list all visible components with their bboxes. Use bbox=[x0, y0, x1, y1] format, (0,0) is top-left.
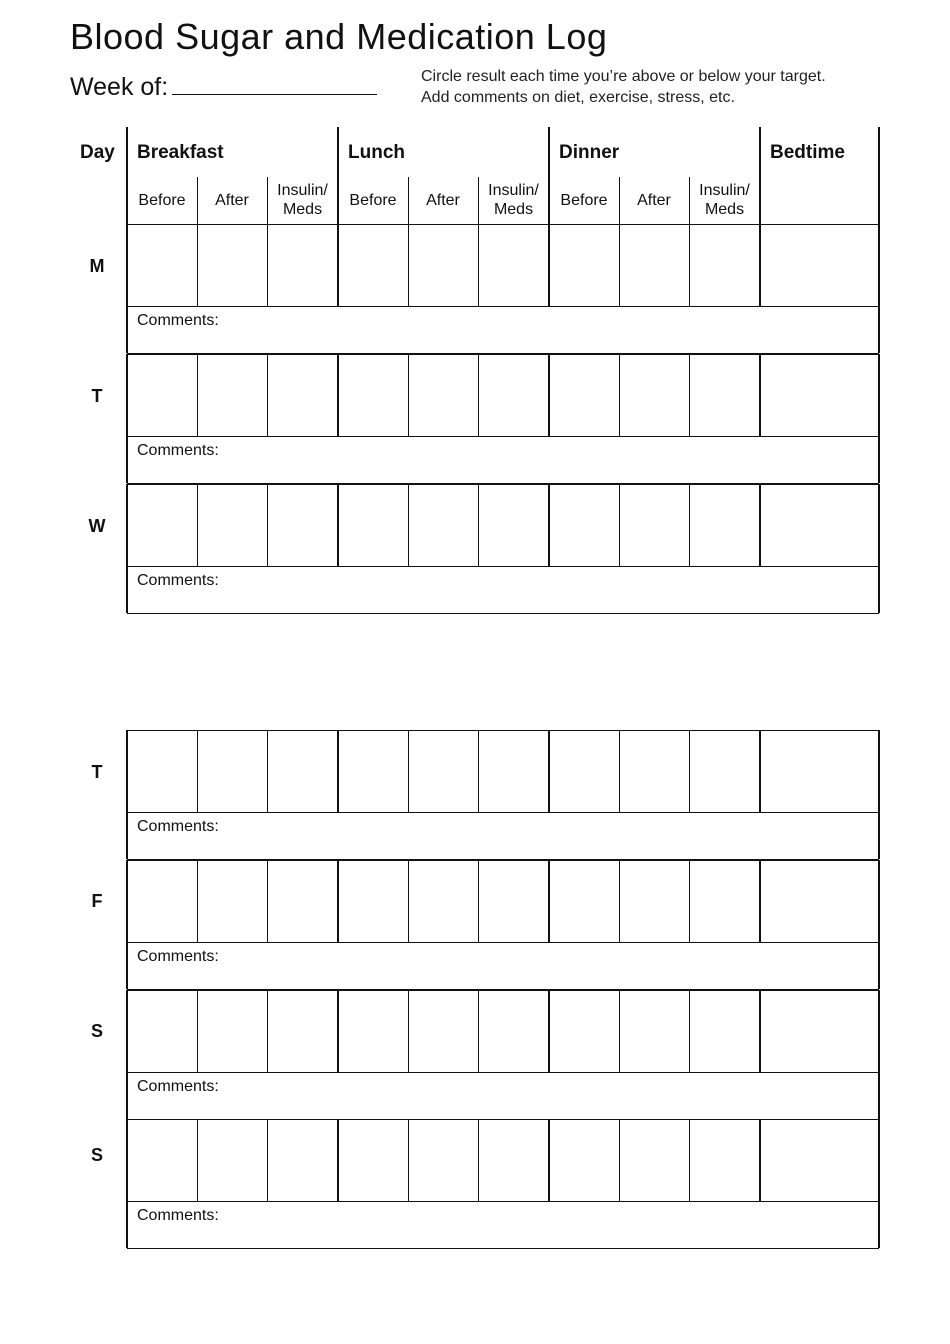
meal-divider bbox=[759, 354, 761, 436]
subcolumn-divider bbox=[689, 990, 690, 1072]
reading-cell-w2-2-0[interactable] bbox=[127, 990, 197, 1072]
reading-cell-w2-3-0[interactable] bbox=[127, 1119, 197, 1201]
subcolumn-divider bbox=[408, 730, 409, 812]
reading-cell-w1-2-2[interactable] bbox=[267, 484, 338, 566]
subcolumn-divider bbox=[478, 1119, 479, 1201]
reading-cell-w1-2-5[interactable] bbox=[478, 484, 549, 566]
subheader-before-breakfast: Before bbox=[138, 192, 186, 209]
subcolumn-divider bbox=[478, 730, 479, 812]
day-label-w1-0: M bbox=[89, 256, 105, 276]
meal-divider bbox=[337, 354, 339, 436]
subheader-after-dinner: After bbox=[637, 192, 671, 209]
reading-cell-w1-1-2[interactable] bbox=[267, 354, 338, 436]
meal-divider bbox=[337, 1119, 339, 1201]
subcolumn-divider bbox=[408, 484, 409, 566]
subcolumn-divider bbox=[619, 860, 620, 942]
meal-divider bbox=[337, 484, 339, 566]
reading-cell-w2-2-1[interactable] bbox=[197, 990, 267, 1072]
subcolumn-divider bbox=[478, 224, 479, 306]
subcolumn-divider bbox=[689, 484, 690, 566]
subcolumn-divider bbox=[267, 1119, 268, 1201]
meal-divider bbox=[759, 990, 761, 1072]
reading-cell-w2-1-1[interactable] bbox=[197, 860, 267, 942]
instruction-line-2: Add comments on diet, exercise, stress, etc. bbox=[421, 89, 735, 106]
reading-cell-w2-3-5[interactable] bbox=[478, 1119, 549, 1201]
reading-cell-w1-2-1[interactable] bbox=[197, 484, 267, 566]
subcolumn-divider bbox=[408, 177, 409, 224]
subheader-before-dinner: Before bbox=[560, 192, 608, 209]
subcolumn-divider bbox=[197, 860, 198, 942]
reading-cell-w1-1-6[interactable] bbox=[549, 354, 619, 436]
subcolumn-divider bbox=[689, 1119, 690, 1201]
week-of-label: Week of: bbox=[70, 73, 169, 101]
subcolumn-divider bbox=[197, 1119, 198, 1201]
reading-cell-w2-3-4[interactable] bbox=[408, 1119, 478, 1201]
row-comment-bottom-line bbox=[127, 1248, 879, 1249]
subheader-insulin-meds-dinner: Insulin/ Meds bbox=[699, 182, 750, 218]
reading-cell-w2-1-4[interactable] bbox=[408, 860, 478, 942]
subcolumn-divider bbox=[478, 990, 479, 1072]
row-top-line bbox=[127, 484, 879, 485]
week-of-row bbox=[70, 72, 377, 102]
meal-divider bbox=[337, 224, 339, 306]
row-comment-bottom-line bbox=[127, 613, 879, 614]
comments-label: Comments: bbox=[137, 442, 219, 459]
subcolumn-divider bbox=[619, 1119, 620, 1201]
subcolumn-divider bbox=[408, 860, 409, 942]
comments-label: Comments: bbox=[137, 1207, 219, 1224]
reading-cell-w2-1-5[interactable] bbox=[478, 860, 549, 942]
reading-cell-w2-3-8[interactable] bbox=[689, 1119, 760, 1201]
meal-divider bbox=[548, 860, 550, 942]
subcolumn-divider bbox=[267, 990, 268, 1072]
reading-cell-w1-0-2[interactable] bbox=[267, 224, 338, 306]
row-top-line bbox=[127, 990, 879, 991]
subcolumn-divider bbox=[267, 177, 268, 224]
reading-cell-w1-1-3[interactable] bbox=[338, 354, 408, 436]
grid-right-border bbox=[878, 127, 880, 224]
reading-cell-w1-0-1[interactable] bbox=[197, 224, 267, 306]
day-label-w2-3: S bbox=[90, 1145, 103, 1165]
row-top-line bbox=[127, 354, 879, 355]
meal-divider bbox=[548, 1119, 550, 1201]
subcolumn-divider bbox=[478, 177, 479, 224]
reading-cell-w2-1-6[interactable] bbox=[549, 860, 619, 942]
reading-cell-w1-0-0[interactable] bbox=[127, 224, 197, 306]
reading-cell-w1-1-9[interactable] bbox=[760, 354, 879, 436]
subheader-after-breakfast: After bbox=[215, 192, 249, 209]
row-top-line bbox=[127, 860, 879, 861]
subcolumn-divider bbox=[408, 990, 409, 1072]
reading-cell-w2-1-0[interactable] bbox=[127, 860, 197, 942]
reading-cell-w2-0-8[interactable] bbox=[689, 730, 760, 812]
reading-cell-w1-0-7[interactable] bbox=[619, 224, 689, 306]
subcolumn-divider bbox=[619, 354, 620, 436]
meal-divider bbox=[759, 730, 761, 812]
week-of-field[interactable] bbox=[172, 72, 377, 95]
subcolumn-divider bbox=[408, 1119, 409, 1201]
reading-cell-w2-0-9[interactable] bbox=[760, 730, 879, 812]
reading-cell-w2-0-2[interactable] bbox=[267, 730, 338, 812]
reading-cell-w2-1-3[interactable] bbox=[338, 860, 408, 942]
reading-cell-w1-1-7[interactable] bbox=[619, 354, 689, 436]
meal-divider bbox=[548, 484, 550, 566]
comments-field-w1-1[interactable] bbox=[127, 436, 879, 483]
comments-label: Comments: bbox=[137, 572, 219, 589]
reading-cell-w1-0-9[interactable] bbox=[760, 224, 879, 306]
reading-cell-w1-2-9[interactable] bbox=[760, 484, 879, 566]
meal-divider bbox=[759, 484, 761, 566]
instruction-line-1: Circle result each time you’re above or below your target. bbox=[421, 68, 826, 85]
day-label-w1-1: T bbox=[91, 386, 103, 406]
reading-cell-w2-1-8[interactable] bbox=[689, 860, 760, 942]
reading-cell-w2-0-5[interactable] bbox=[478, 730, 549, 812]
day-label-w2-1: F bbox=[91, 891, 103, 911]
row-top-line bbox=[127, 730, 879, 731]
reading-cell-w1-1-1[interactable] bbox=[197, 354, 267, 436]
reading-cell-w2-2-3[interactable] bbox=[338, 990, 408, 1072]
comments-field-w2-1[interactable] bbox=[127, 942, 879, 989]
reading-cell-w2-2-2[interactable] bbox=[267, 990, 338, 1072]
day-label-w2-2: S bbox=[90, 1021, 103, 1041]
reading-cell-w1-1-8[interactable] bbox=[689, 354, 760, 436]
subcolumn-divider bbox=[689, 224, 690, 306]
meal-divider bbox=[337, 990, 339, 1072]
subcolumn-divider bbox=[197, 224, 198, 306]
reading-cell-w2-3-1[interactable] bbox=[197, 1119, 267, 1201]
reading-cell-w2-3-6[interactable] bbox=[549, 1119, 619, 1201]
subheader-after-lunch: After bbox=[426, 192, 460, 209]
reading-cell-w2-3-9[interactable] bbox=[760, 1119, 879, 1201]
reading-cell-w1-0-6[interactable] bbox=[549, 224, 619, 306]
subcolumn-divider bbox=[267, 730, 268, 812]
subcolumn-divider bbox=[267, 224, 268, 306]
comments-label: Comments: bbox=[137, 818, 219, 835]
subcolumn-divider bbox=[619, 990, 620, 1072]
reading-cell-w1-0-4[interactable] bbox=[408, 224, 478, 306]
row-top-line bbox=[127, 1119, 879, 1120]
reading-cell-w1-2-7[interactable] bbox=[619, 484, 689, 566]
reading-cell-w2-1-9[interactable] bbox=[760, 860, 879, 942]
reading-cell-w2-0-0[interactable] bbox=[127, 730, 197, 812]
reading-cell-w2-0-1[interactable] bbox=[197, 730, 267, 812]
reading-cell-w2-3-2[interactable] bbox=[267, 1119, 338, 1201]
subcolumn-divider bbox=[197, 990, 198, 1072]
meal-divider bbox=[759, 224, 761, 306]
day-header: Day bbox=[80, 142, 115, 163]
page-title: Blood Sugar and Medication Log bbox=[70, 16, 608, 57]
reading-cell-w2-2-4[interactable] bbox=[408, 990, 478, 1072]
comments-label: Comments: bbox=[137, 948, 219, 965]
meal-header-breakfast: Breakfast bbox=[137, 142, 224, 163]
reading-cell-w2-0-3[interactable] bbox=[338, 730, 408, 812]
subcolumn-divider bbox=[619, 730, 620, 812]
reading-cell-w2-2-7[interactable] bbox=[619, 990, 689, 1072]
comments-field-w1-2[interactable] bbox=[127, 566, 879, 613]
comments-field-w2-2[interactable] bbox=[127, 1072, 879, 1119]
reading-cell-w2-2-8[interactable] bbox=[689, 990, 760, 1072]
subcolumn-divider bbox=[197, 354, 198, 436]
reading-cell-w2-0-7[interactable] bbox=[619, 730, 689, 812]
subcolumn-divider bbox=[619, 177, 620, 224]
meal-divider bbox=[548, 990, 550, 1072]
reading-cell-w2-2-5[interactable] bbox=[478, 990, 549, 1072]
subcolumn-divider bbox=[267, 484, 268, 566]
reading-cell-w1-2-3[interactable] bbox=[338, 484, 408, 566]
subcolumn-divider bbox=[197, 730, 198, 812]
reading-cell-w2-2-9[interactable] bbox=[760, 990, 879, 1072]
reading-cell-w1-1-5[interactable] bbox=[478, 354, 549, 436]
reading-cell-w2-3-7[interactable] bbox=[619, 1119, 689, 1201]
reading-cell-w2-1-2[interactable] bbox=[267, 860, 338, 942]
day-label-w2-0: T bbox=[91, 762, 103, 782]
instructions bbox=[421, 66, 826, 108]
meal-divider bbox=[759, 1119, 761, 1201]
reading-cell-w1-1-4[interactable] bbox=[408, 354, 478, 436]
reading-cell-w2-0-4[interactable] bbox=[408, 730, 478, 812]
bedtime-header: Bedtime bbox=[770, 142, 845, 163]
subcolumn-divider bbox=[689, 730, 690, 812]
reading-cell-w1-0-8[interactable] bbox=[689, 224, 760, 306]
comments-field-w1-0[interactable] bbox=[127, 306, 879, 353]
subheader-insulin-meds-breakfast: Insulin/ Meds bbox=[277, 182, 328, 218]
reading-cell-w1-0-3[interactable] bbox=[338, 224, 408, 306]
meal-divider bbox=[548, 127, 550, 224]
reading-cell-w1-2-8[interactable] bbox=[689, 484, 760, 566]
subcolumn-divider bbox=[267, 354, 268, 436]
comments-field-w2-3[interactable] bbox=[127, 1201, 879, 1248]
subcolumn-divider bbox=[408, 224, 409, 306]
subcolumn-divider bbox=[197, 177, 198, 224]
meal-divider bbox=[548, 354, 550, 436]
subcolumn-divider bbox=[478, 860, 479, 942]
reading-cell-w2-1-7[interactable] bbox=[619, 860, 689, 942]
meal-divider bbox=[759, 127, 761, 224]
comments-label: Comments: bbox=[137, 312, 219, 329]
reading-cell-w2-3-3[interactable] bbox=[338, 1119, 408, 1201]
subcolumn-divider bbox=[267, 860, 268, 942]
day-label-w1-2: W bbox=[88, 516, 106, 536]
subcolumn-divider bbox=[478, 354, 479, 436]
meal-divider bbox=[337, 860, 339, 942]
subcolumn-divider bbox=[619, 224, 620, 306]
reading-cell-w1-2-4[interactable] bbox=[408, 484, 478, 566]
subcolumn-divider bbox=[619, 484, 620, 566]
subcolumn-divider bbox=[197, 484, 198, 566]
reading-cell-w1-2-0[interactable] bbox=[127, 484, 197, 566]
meal-header-lunch: Lunch bbox=[348, 142, 405, 163]
subheader-insulin-meds-lunch: Insulin/ Meds bbox=[488, 182, 539, 218]
grid-left-border bbox=[126, 127, 128, 224]
meal-header-dinner: Dinner bbox=[559, 142, 620, 163]
meal-divider bbox=[337, 730, 339, 812]
reading-cell-w1-0-5[interactable] bbox=[478, 224, 549, 306]
row-top-line bbox=[127, 224, 879, 225]
subheader-before-lunch: Before bbox=[349, 192, 397, 209]
reading-cell-w1-2-6[interactable] bbox=[549, 484, 619, 566]
meal-divider bbox=[548, 730, 550, 812]
meal-divider bbox=[337, 127, 339, 224]
reading-cell-w2-0-6[interactable] bbox=[549, 730, 619, 812]
meal-divider bbox=[759, 860, 761, 942]
subcolumn-divider bbox=[689, 860, 690, 942]
subcolumn-divider bbox=[689, 177, 690, 224]
reading-cell-w2-2-6[interactable] bbox=[549, 990, 619, 1072]
subcolumn-divider bbox=[478, 484, 479, 566]
reading-cell-w1-1-0[interactable] bbox=[127, 354, 197, 436]
subcolumn-divider bbox=[408, 354, 409, 436]
meal-divider bbox=[548, 224, 550, 306]
comments-field-w2-0[interactable] bbox=[127, 812, 879, 859]
comments-label: Comments: bbox=[137, 1078, 219, 1095]
subcolumn-divider bbox=[689, 354, 690, 436]
